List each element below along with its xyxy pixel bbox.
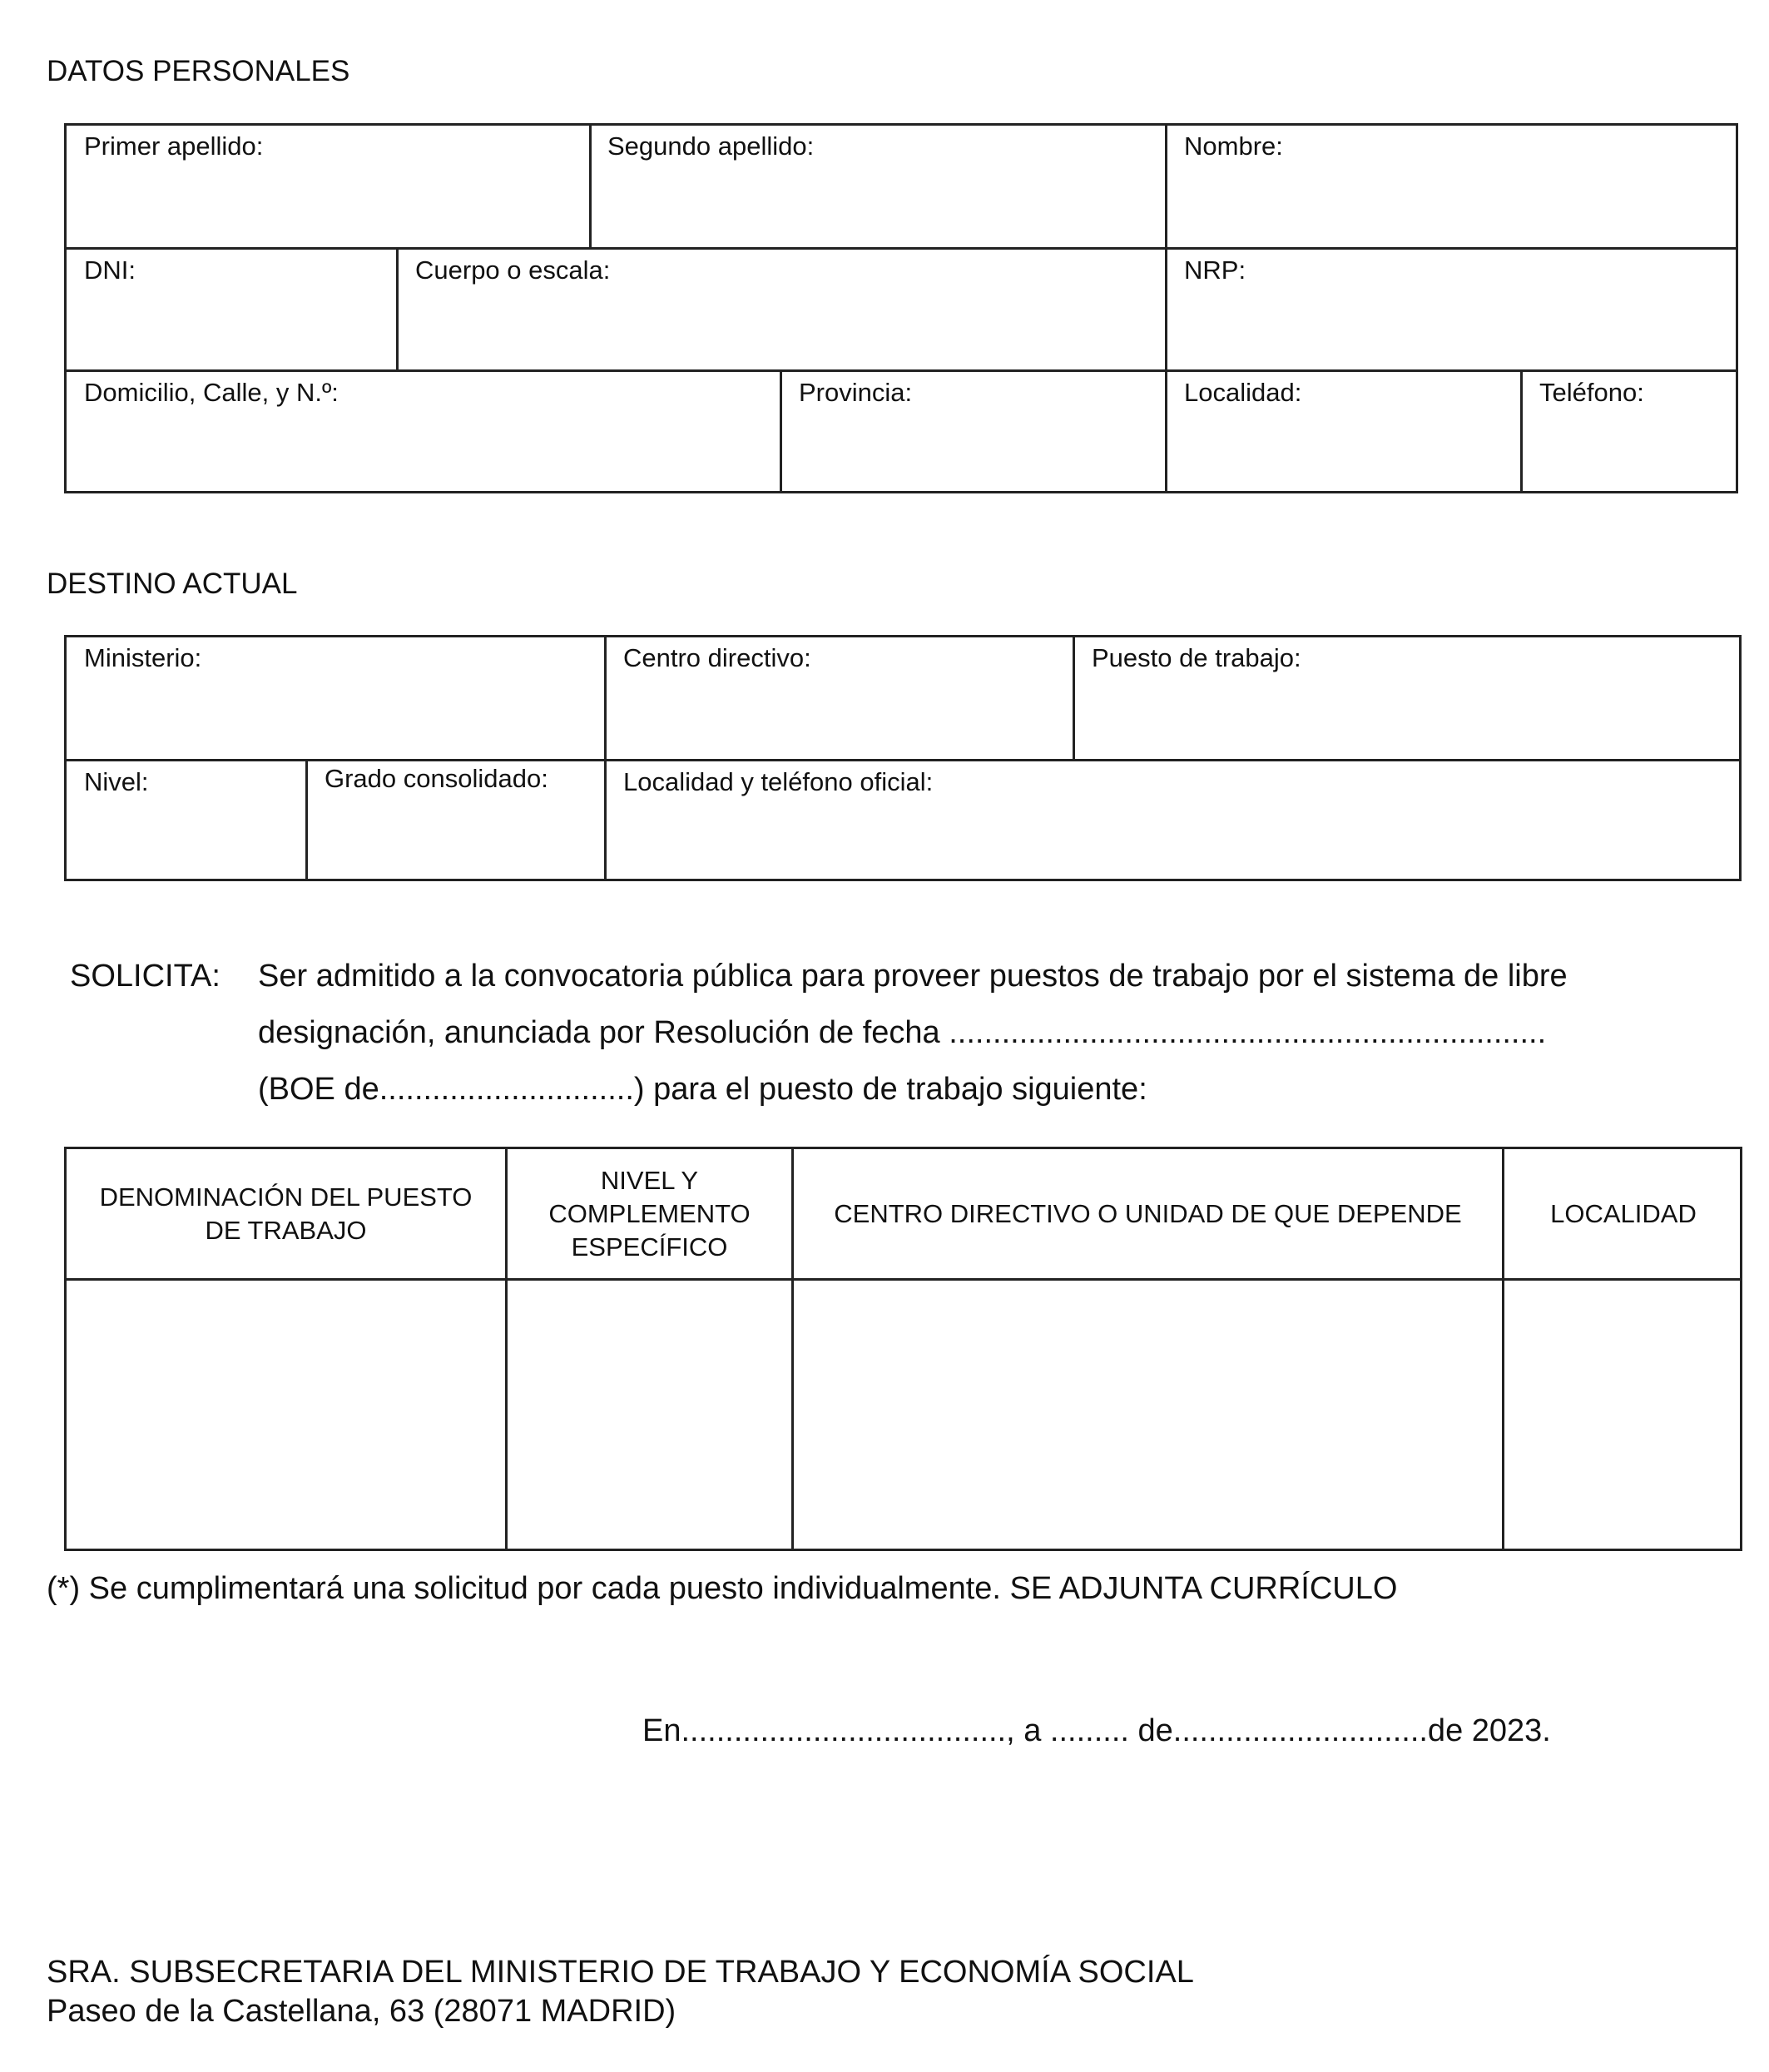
dni-label: DNI: [84, 255, 136, 285]
destino-actual-table [64, 635, 1742, 881]
nombre-label: Nombre: [1184, 131, 1283, 161]
nrp-label: NRP: [1184, 255, 1246, 285]
grado-consolidado-label: Grado consolidado: [325, 764, 548, 793]
header-nivel-line: NIVEL Y [600, 1165, 699, 1195]
header-centro-directivo [794, 1149, 1502, 1278]
solicita-label: SOLICITA: [70, 959, 221, 994]
localidad-telefono-label: Localidad y teléfono oficial: [623, 767, 934, 796]
destinatario-line-2: Paseo de la Castellana, 63 (28071 MADRID) [47, 1994, 676, 2029]
header-denominacion-line: DE TRABAJO [205, 1215, 367, 1245]
localidad-label: Localidad: [1184, 378, 1302, 407]
dni-field[interactable] [67, 250, 396, 369]
puesto-trabajo-label: Puesto de trabajo: [1092, 643, 1301, 672]
nivel-field[interactable] [67, 761, 305, 881]
ministerio-label: Ministerio: [84, 643, 202, 672]
localidad-field[interactable] [1167, 372, 1520, 493]
nivel-complemento-input-cell[interactable] [508, 1281, 791, 1551]
provincia-label: Provincia: [799, 378, 913, 407]
cuerpo-escala-label: Cuerpo o escala: [415, 255, 611, 285]
denominacion-input-cell[interactable] [67, 1281, 505, 1551]
fecha-linea: En....................................., a ......... de.............................de 2023. [642, 1713, 1551, 1748]
domicilio-field[interactable] [67, 372, 780, 493]
solicita-line-1: Ser admitido a la convocatoria pública para proveer puestos de trabajo por el sistema de libre [258, 959, 1568, 994]
header-nivel-complemento [508, 1149, 791, 1278]
nota-text: (*) Se cumplimentará una solicitud por cada puesto individualmente. SE ADJUNTA CURRÍCULO [47, 1571, 1398, 1606]
puesto-trabajo-field[interactable] [1075, 637, 1742, 759]
header-nivel-line: ESPECÍFICO [571, 1232, 728, 1262]
puesto-table [64, 1147, 1742, 1551]
grado-consolidado-field[interactable] [308, 761, 604, 881]
header-localidad [1504, 1149, 1742, 1278]
datos-personales-title: DATOS PERSONALES [47, 55, 350, 87]
header-centro-line: CENTRO DIRECTIVO O UNIDAD DE QUE DEPENDE [834, 1198, 1462, 1228]
solicita-line-3: (BOE de.............................) para el puesto de trabajo siguiente: [258, 1072, 1147, 1107]
header-denominacion [67, 1149, 505, 1278]
nombre-field[interactable] [1167, 126, 1738, 247]
datos-personales-table [64, 123, 1738, 493]
destino-actual-title: DESTINO ACTUAL [47, 568, 298, 600]
localidad-telefono-field[interactable] [607, 761, 1742, 881]
primer-apellido-field[interactable] [67, 126, 589, 247]
localidad-input-cell[interactable] [1504, 1281, 1742, 1551]
telefono-label: Teléfono: [1539, 378, 1644, 407]
telefono-field[interactable] [1523, 372, 1738, 493]
destinatario-line-1: SRA. SUBSECRETARIA DEL MINISTERIO DE TRABAJO Y ECONOMÍA SOCIAL [47, 1955, 1194, 1990]
header-localidad-line: LOCALIDAD [1550, 1198, 1697, 1228]
header-nivel-line: COMPLEMENTO [548, 1198, 751, 1228]
nrp-field[interactable] [1167, 250, 1738, 369]
centro-directivo-label: Centro directivo: [623, 643, 811, 672]
primer-apellido-label: Primer apellido: [84, 131, 264, 161]
ministerio-field[interactable] [67, 637, 604, 759]
centro-directivo-input-cell[interactable] [794, 1281, 1502, 1551]
centro-directivo-field[interactable] [607, 637, 1073, 759]
nivel-label: Nivel: [84, 767, 149, 796]
provincia-field[interactable] [782, 372, 1165, 493]
cuerpo-escala-field[interactable] [399, 250, 1165, 369]
segundo-apellido-label: Segundo apellido: [607, 131, 815, 161]
segundo-apellido-field[interactable] [592, 126, 1165, 247]
solicita-line-2: designación, anunciada por Resolución de fecha .................................................................... [258, 1015, 1547, 1050]
header-denominacion-line: DENOMINACIÓN DEL PUESTO [99, 1182, 473, 1212]
domicilio-label: Domicilio, Calle, y N.º: [84, 378, 339, 407]
